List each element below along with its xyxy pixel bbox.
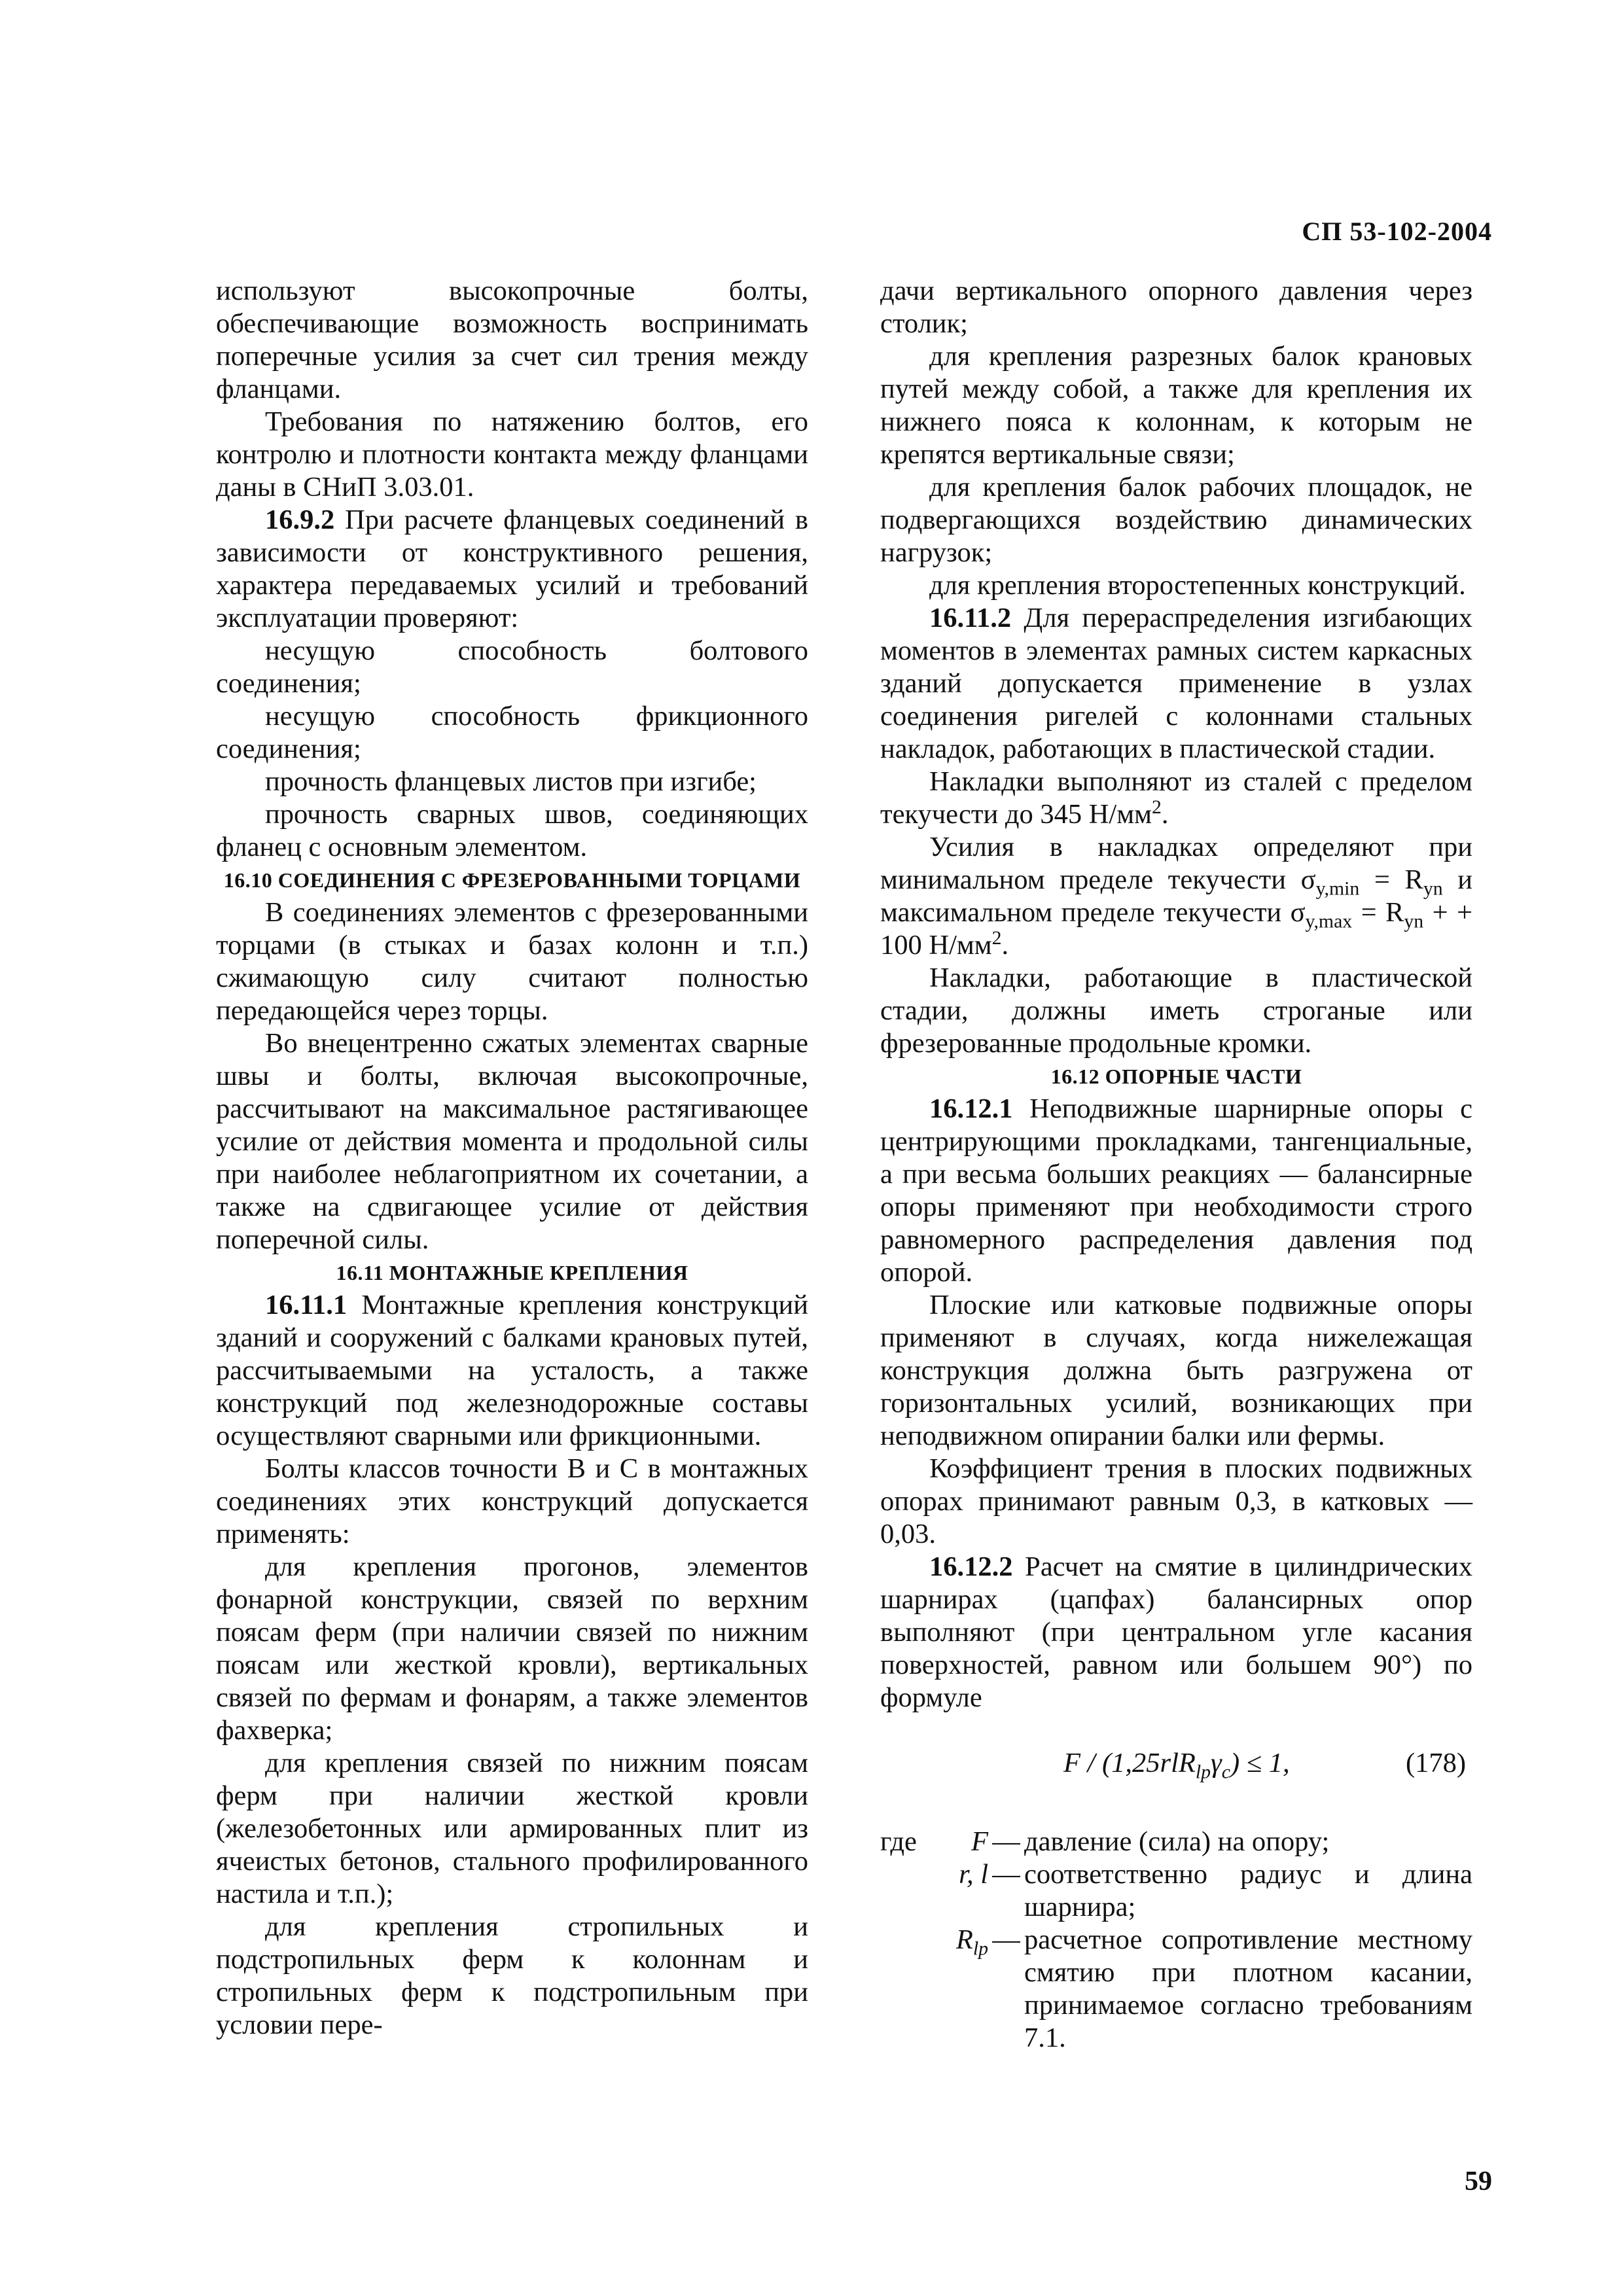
paragraph — [880, 831, 1472, 962]
superscript: 2 — [991, 927, 1002, 949]
subscript: y,max — [1305, 910, 1353, 932]
page-number: 59 — [1465, 2166, 1492, 2197]
formula-part: γ — [1211, 1748, 1222, 1778]
subscript: c — [1221, 1761, 1230, 1783]
symbol-base: R — [955, 1924, 973, 1955]
clause-number: 16.12.1 — [929, 1093, 1013, 1124]
clause-number: 16.11.1 — [265, 1290, 348, 1320]
paragraph: Болты классов точности В и С в монтажных соединениях этих конструкций допускается применять: — [216, 1453, 808, 1549]
subscript: yn — [1423, 877, 1443, 900]
list-item: прочность фланцевых листов при изгибе; — [265, 766, 757, 797]
text-run: . — [1001, 930, 1009, 961]
clause-text: Неподвижные шарнирные опоры с центрирующими прокладками, тангенциальные, а при весьма больших реакциях — балансирные опоры применяют при необходимости строго равномерного распределения давления под опорой. — [880, 1093, 1472, 1288]
paragraph: Плоские или катковые подвижные опоры применяют в случаях, когда нижележащая конструкция должна быть разгружена от горизонтальных усилий, возникающих при неподвижном опирании балки или фермы. — [880, 1290, 1472, 1451]
list-item: несущую способность болтового соединения; — [216, 635, 808, 699]
definition-dash: — — [992, 1924, 1020, 1955]
definition-row — [880, 1924, 1472, 2055]
section-heading-16-12: 16.12 ОПОРНЫЕ ЧАСТИ — [1050, 1065, 1302, 1088]
list-item: для крепления второстепенных конструкций. — [929, 570, 1466, 601]
superscript: 2 — [1152, 796, 1162, 818]
paragraph: используют высокопрочные болты, обеспечивающие возможность воспринимать поперечные усилия за счет сил трения между фланцами. — [216, 275, 808, 404]
formula-part: ) ≤ 1, — [1230, 1748, 1290, 1778]
definition-text: давление (сила) на опору; — [1024, 1826, 1330, 1857]
clause-text: Для перераспределения изгибающих моментов в элементах рамных систем каркасных зданий допускается применение в узлах соединения ригелей с колоннами стальных накладок, работающих в пластической стадии. — [880, 603, 1472, 764]
list-item: для крепления связей по нижним поясам ферм при наличии жесткой кровли (железобетонных или армированных плит из ячеистых бетонов, стального профилированного настила и т.п.); — [216, 1748, 808, 1909]
definition-text: соответственно радиус и длина шарнира; — [1024, 1859, 1472, 1922]
right-column — [880, 275, 1472, 2055]
symbol-definitions — [880, 1826, 1472, 2055]
paragraph — [880, 766, 1472, 831]
paragraph: Накладки, работающие в пластической стадии, должны иметь строганые или фрезерованные продольные кромки. — [880, 963, 1472, 1059]
definition-row — [880, 1858, 1472, 1924]
paragraph: В соединениях элементов с фрезерованными торцами (в стыках и базах колонн и т.п.) сжимающую силу считают полностью передающейся через торцы. — [216, 897, 808, 1026]
subscript: y,min — [1315, 877, 1360, 900]
subscript: yn — [1404, 910, 1424, 932]
section-heading-16-10: 16.10 СОЕДИНЕНИЯ С ФРЕЗЕРОВАННЫМИ ТОРЦАМИ — [223, 868, 801, 892]
definition-text: расчетное сопротивление местному смятию при плотном касании, принимаемое согласно требованиям 7.1. — [1024, 1924, 1472, 2053]
text-run: = R — [1352, 897, 1404, 928]
definition-dash: — — [992, 1826, 1020, 1857]
definition-row — [880, 1826, 1472, 1858]
text-run: и максимальном пределе текучести σ — [880, 864, 1472, 928]
clause-16-12-2 — [880, 1551, 1472, 1714]
clause-16-11-1 — [216, 1289, 808, 1453]
equation-number: (178) — [1405, 1748, 1466, 1778]
left-column — [216, 275, 808, 2041]
clause-16-9-2 — [216, 504, 808, 635]
subscript: lp — [1195, 1761, 1211, 1783]
text-run: = R — [1359, 864, 1423, 895]
definition-symbol: F — [971, 1826, 988, 1857]
document-code: СП 53-102-2004 — [1302, 217, 1492, 246]
formula-178 — [880, 1747, 1472, 1783]
section-heading-16-11: 16.11 МОНТАЖНЫЕ КРЕПЛЕНИЯ — [336, 1261, 688, 1284]
paragraph: Во внецентренно сжатых элементах сварные швы и болты, включая высокопрочные, рассчитывают на максимальное растягивающее усилие от действия момента и продольной силы при наиболее неблагоприятном их сочетании, а также на сдвигающее усилие от действия поперечной силы. — [216, 1028, 808, 1255]
text-run: Накладки выполняют из сталей с пределом текучести до 345 Н/мм — [880, 766, 1472, 830]
formula-expression — [1063, 1747, 1290, 1783]
clause-text: Расчет на смятие в цилиндрических шарнирах (цапфах) балансирных опор выполняют (при центральном угле касания поверхностей, равном или большем 90°) по формуле — [880, 1551, 1472, 1713]
definition-symbol — [923, 1924, 988, 1960]
subscript: lp — [972, 1937, 988, 1960]
list-item: для крепления стропильных и подстропильных ферм к колоннам и стропильных ферм к подстропильным при условии пере- — [216, 1911, 808, 2040]
list-item: для крепления прогонов, элементов фонарной конструкции, связей по верхним поясам ферм (при наличии связей по нижним поясам или жесткой кровли), вертикальных связей по фермам и фонарям, а также элементов фахверка; — [216, 1551, 808, 1746]
clause-number: 16.12.2 — [929, 1551, 1013, 1582]
definition-dash: — — [992, 1859, 1020, 1890]
clause-text: При расчете фланцевых соединений в зависимости от конструктивного решения, характера передаваемых усилий и требований эксплуатации проверяют: — [216, 504, 808, 633]
text-run: . — [1161, 799, 1169, 830]
clause-16-11-2 — [880, 602, 1472, 766]
where-label: где — [880, 1826, 917, 1857]
formula-part: F / (1,25rlR — [1063, 1748, 1196, 1778]
paragraph: Коэффициент трения в плоских подвижных опорах принимают равным 0,3, в катковых — 0,03. — [880, 1453, 1472, 1549]
list-item: несущую способность фрикционного соединения; — [216, 701, 808, 764]
paragraph: дачи вертикального опорного давления через столик; — [880, 275, 1472, 339]
list-item: прочность сварных швов, соединяющих фланец с основным элементом. — [216, 799, 808, 862]
list-item: для крепления разрезных балок крановых путей между собой, а также для крепления их нижнего пояса к колоннам, к которым не крепятся вертикальные связи; — [880, 341, 1472, 470]
definition-symbol: r, l — [959, 1859, 988, 1890]
text-run: + + 100 Н/мм — [880, 897, 1473, 961]
clause-number: 16.11.2 — [929, 603, 1012, 633]
list-item: для крепления балок рабочих площадок, не подвергающихся воздействию динамических нагрузок; — [880, 472, 1472, 568]
clause-16-12-1 — [880, 1093, 1472, 1289]
text-run: Усилия в накладках определяют при минимальном пределе текучести σ — [880, 832, 1472, 895]
clause-text: Монтажные крепления конструкций зданий и сооружений с балками крановых путей, рассчитываемыми на усталость, а также конструкций под железнодорожные составы осуществляют сварными или фрикционными. — [216, 1290, 808, 1451]
clause-number: 16.9.2 — [265, 504, 335, 535]
paragraph: Требования по натяжению болтов, его контролю и плотности контакта между фланцами даны в СНиП 3.03.01. — [216, 406, 808, 503]
